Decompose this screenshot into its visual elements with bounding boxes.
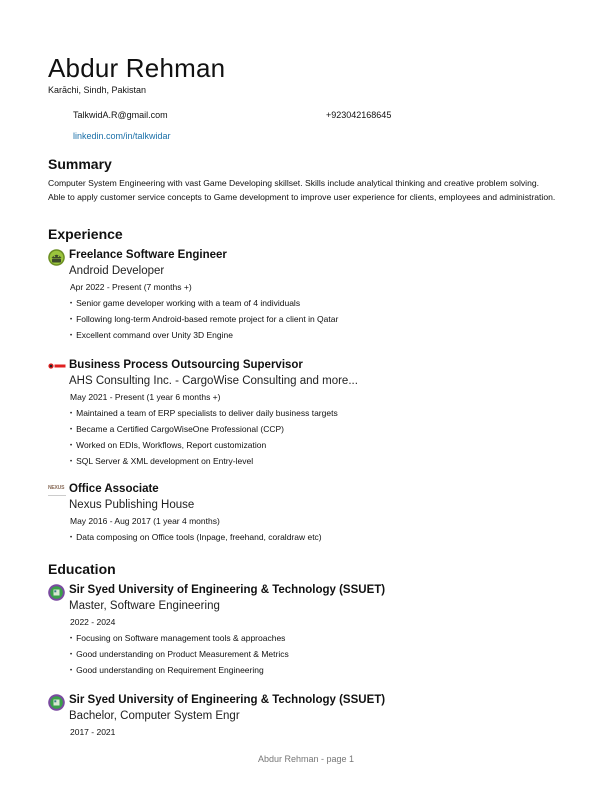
candidate-name: Abdur Rehman <box>48 53 226 83</box>
company-name: Android Developer <box>69 265 165 277</box>
education-heading: Education <box>48 561 116 577</box>
school-name: Sir Syed University of Engineering & Technology (SSUET) <box>69 694 386 706</box>
location: Karāchi, Sindh, Pakistan <box>48 85 147 95</box>
summary-text: Computer System Engineering with vast Game Developing skillset. Skills include analytical thinking and creative problem solving. Able to apply customer service concepts to Game development to improve user experience for clients, employees and administration. <box>48 178 556 202</box>
list-item: • Senior game developer working with a team of 4 individuals <box>70 296 338 312</box>
linkedin-link[interactable]: linkedin.com/in/talkwidar <box>73 131 171 141</box>
nexus-logo-icon: NEXUS <box>48 485 66 496</box>
list-item: • Excellent command over Unity 3D Engine <box>70 328 338 344</box>
company-name: AHS Consulting Inc. - CargoWise Consulting and more... <box>69 375 358 387</box>
job-title: Freelance Software Engineer <box>69 249 227 261</box>
job-dates: May 2021 - Present (1 year 6 months +) <box>70 392 221 402</box>
page-footer <box>0 754 612 764</box>
job-bullets <box>70 296 338 344</box>
job-bullets <box>70 406 338 470</box>
job-bullets <box>70 530 322 546</box>
job-dates: May 2016 - Aug 2017 (1 year 4 months) <box>70 516 220 526</box>
list-item: • Focusing on Software management tools & approaches <box>70 631 289 647</box>
job-title: Business Process Outsourcing Supervisor <box>69 359 303 371</box>
degree: Bachelor, Computer System Engr <box>69 710 240 722</box>
experience-heading: Experience <box>48 226 123 242</box>
list-item: • Worked on EDIs, Workflows, Report customization <box>70 438 338 454</box>
list-item: • Following long-term Android-based remote project for a client in Qatar <box>70 312 338 328</box>
ahs-logo-icon <box>48 361 66 371</box>
list-item: • Good understanding on Requirement Engineering <box>70 663 289 679</box>
list-item: • Data composing on Office tools (Inpage, freehand, coraldraw etc) <box>70 530 322 546</box>
summary-heading: Summary <box>48 156 112 172</box>
phone-number: +923042168645 <box>326 110 392 120</box>
job-dates: Apr 2022 - Present (7 months +) <box>70 282 192 292</box>
company-name: Nexus Publishing House <box>69 499 195 511</box>
job-title: Office Associate <box>69 483 159 495</box>
education-bullets <box>70 631 289 679</box>
school-name: Sir Syed University of Engineering & Technology (SSUET) <box>69 584 386 596</box>
ssuet-logo-icon <box>48 584 65 601</box>
footer-text: Abdur Rehman - page 1 <box>257 754 355 764</box>
list-item: • SQL Server & XML development on Entry-level <box>70 454 338 470</box>
list-item: • Maintained a team of ERP specialists to deliver daily business targets <box>70 406 338 422</box>
study-dates: 2022 - 2024 <box>70 617 116 627</box>
list-item: • Became a Certified CargoWiseOne Professional (CCP) <box>70 422 338 438</box>
ssuet-logo-icon <box>48 694 65 711</box>
email-address[interactable]: TalkwidA.R@gmail.com <box>73 110 168 120</box>
study-dates: 2017 - 2021 <box>70 727 116 737</box>
list-item: • Good understanding on Product Measurement & Metrics <box>70 647 289 663</box>
degree: Master, Software Engineering <box>69 600 220 612</box>
android-icon <box>48 249 65 266</box>
